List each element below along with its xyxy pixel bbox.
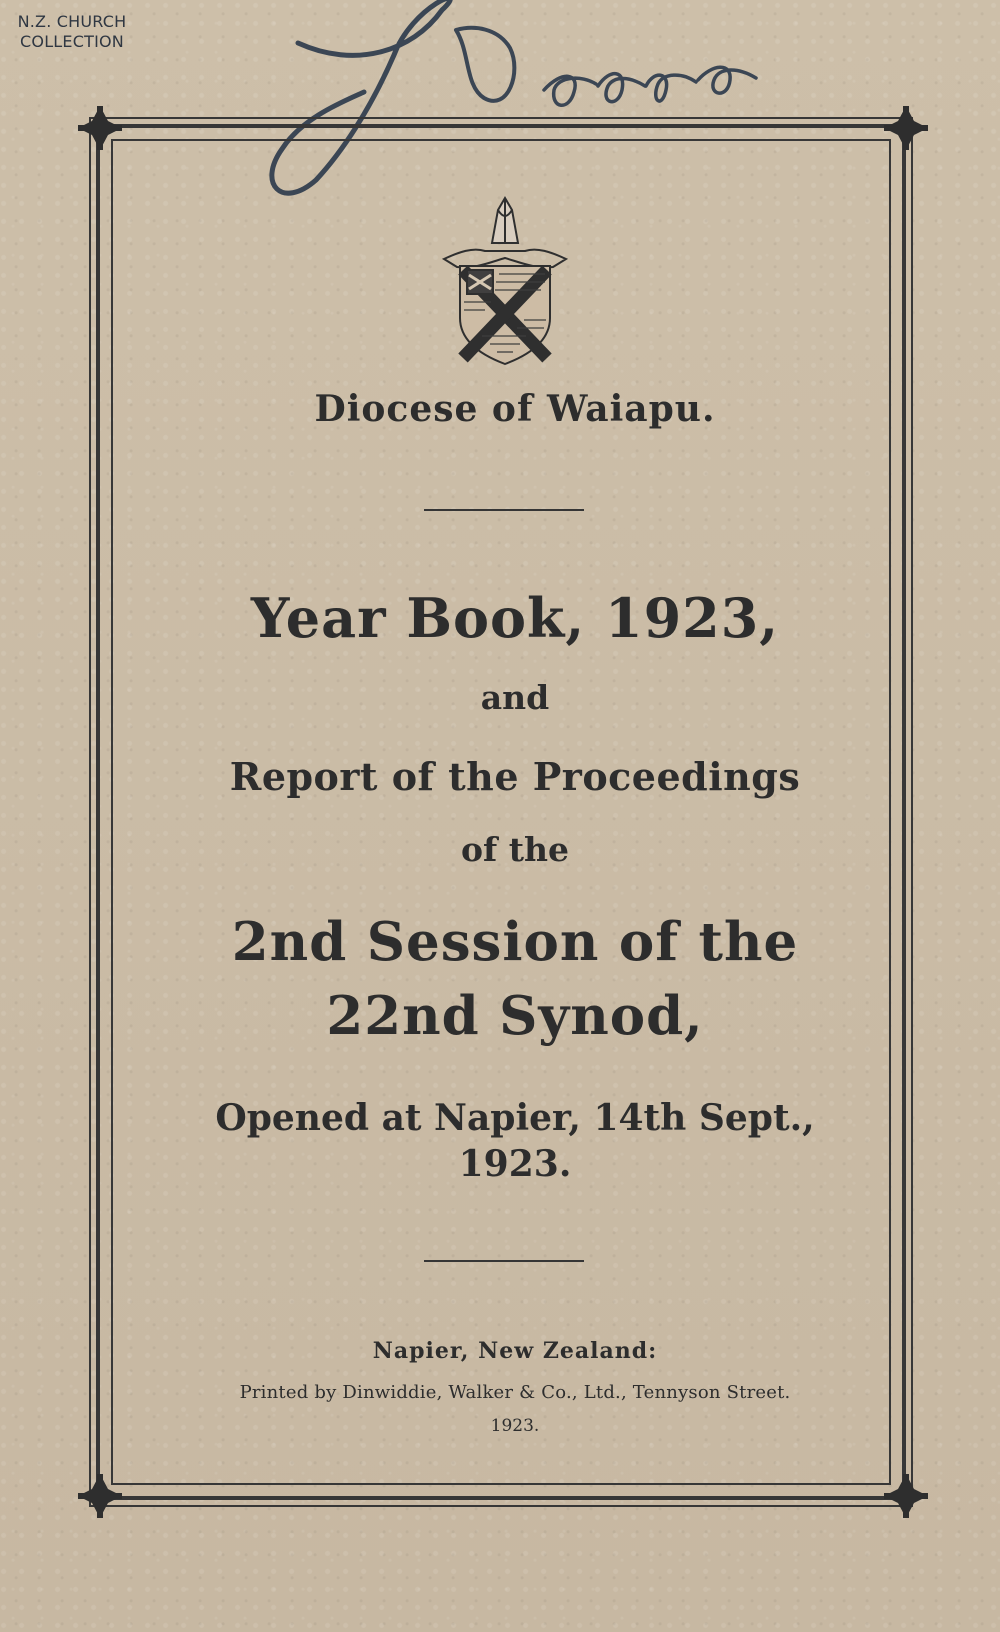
printer-year: 1923. (490, 1416, 540, 1436)
of-the-text: of the (461, 830, 569, 869)
session-line-2: 22nd Synod, (326, 985, 704, 1047)
and-text: and (480, 678, 550, 717)
top-divider (424, 509, 584, 511)
session-line-1: 2nd Session of the (231, 911, 799, 973)
opened-line-2: 1923. (458, 1143, 572, 1185)
stamp-line-2: COLLECTION (20, 32, 124, 51)
diocese-title: Diocese of Waiapu. (314, 388, 716, 430)
bottom-divider (424, 1260, 584, 1262)
printer-line: Printed by Dinwiddie, Walker & Co., Ltd., Tennyson Street. (239, 1382, 791, 1403)
diocesan-crest-icon (437, 190, 573, 370)
opened-line-1: Opened at Napier, 14th Sept., (215, 1097, 815, 1139)
publication-location: Napier, New Zealand: (372, 1338, 658, 1364)
session-heading (190, 905, 840, 1053)
report-title: Report of the Proceedings (229, 754, 801, 799)
opened-heading (190, 1095, 840, 1187)
stamp-line-1: N.Z. CHURCH (17, 12, 127, 31)
collection-stamp (6, 12, 138, 52)
year-book-title: Year Book, 1923, (250, 586, 780, 650)
